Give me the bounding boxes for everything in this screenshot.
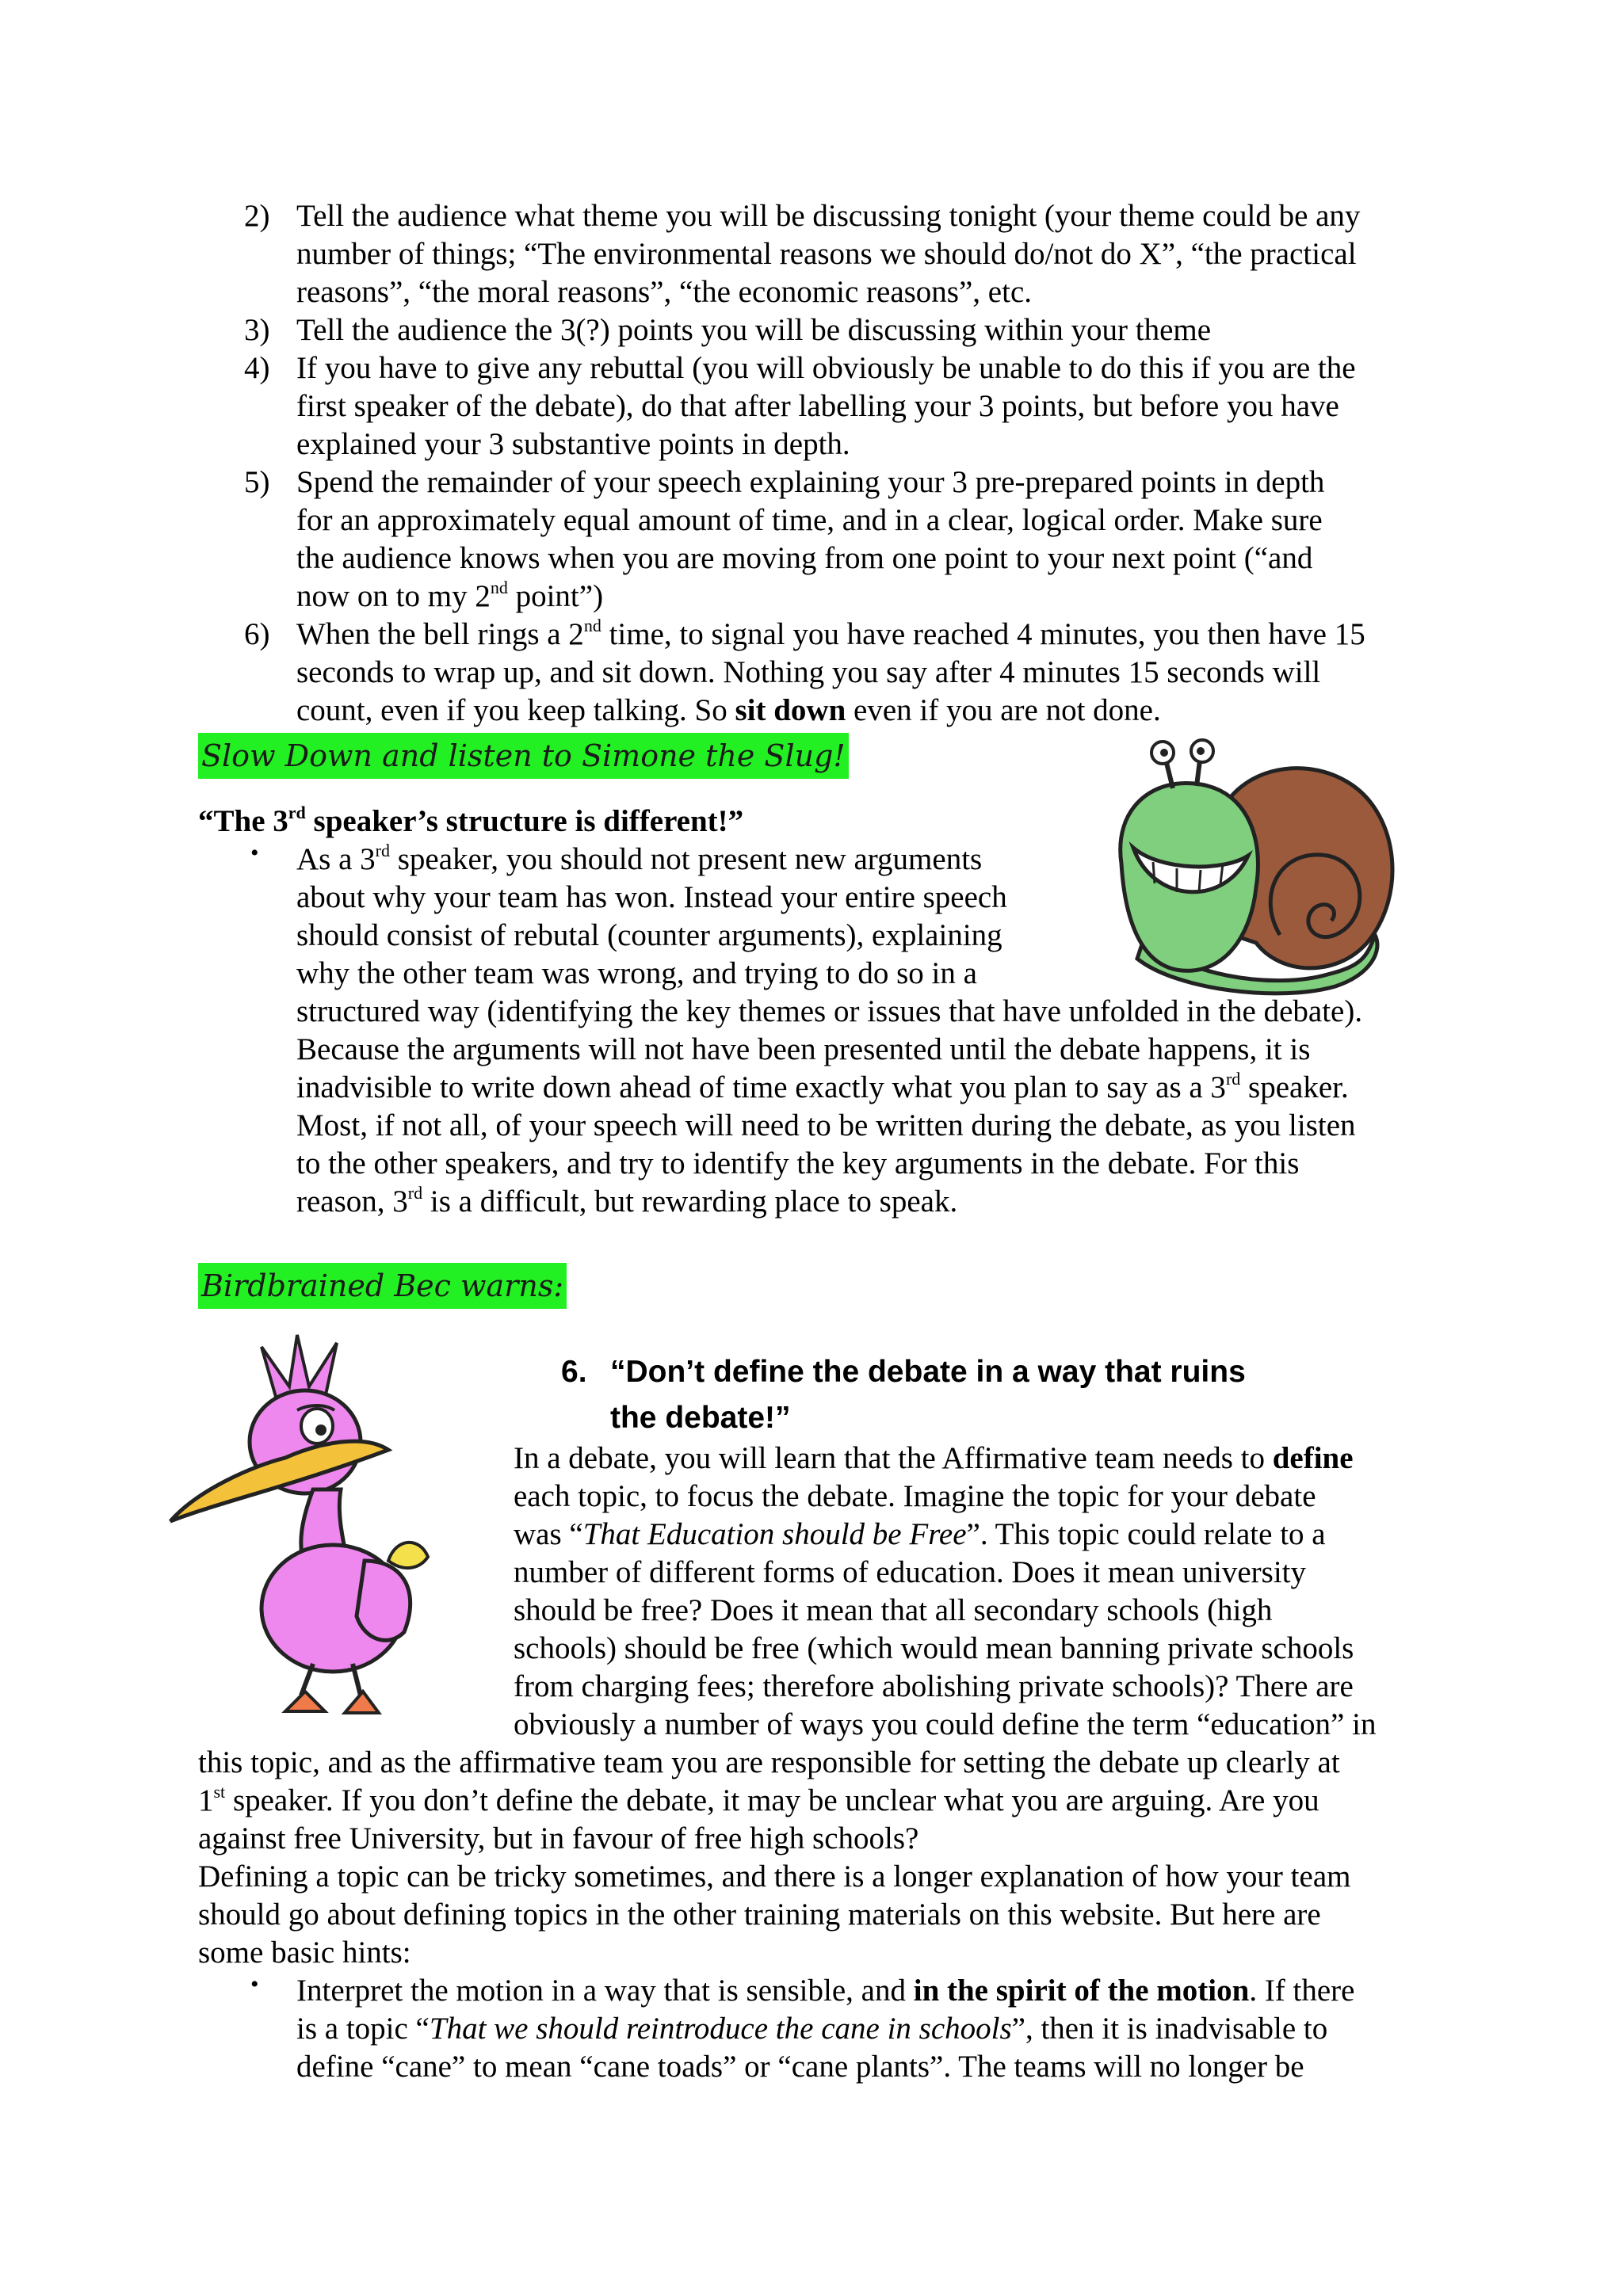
text-line: the audience knows when you are moving from one point to your next point (“and bbox=[296, 541, 1313, 575]
highlight-heading-bird: Birdbrained Bec warns: bbox=[198, 1263, 567, 1309]
highlight-heading-slug: Slow Down and listen to Simone the Slug! bbox=[198, 733, 849, 779]
text-line: this topic, and as the affirmative team you are responsible for setting the debate up clearly at bbox=[198, 1745, 1340, 1779]
text-line: should consist of rebutal (counter arguments), explaining bbox=[296, 918, 1002, 952]
list-number: 5) bbox=[244, 465, 270, 499]
list-number: 4) bbox=[244, 351, 270, 385]
text-line: Spend the remainder of your speech explaining your 3 pre-prepared points in depth bbox=[296, 465, 1325, 499]
text-line: first speaker of the debate), do that after labelling your 3 points, but before you have bbox=[296, 389, 1339, 423]
text-line: against free University, but in favour of free high schools? bbox=[198, 1821, 919, 1855]
pelican-illustration bbox=[166, 1331, 507, 1719]
text-line: number of different forms of education. Does it mean university bbox=[514, 1555, 1307, 1589]
text-line: from charging fees; therefore abolishing private schools)? There are bbox=[514, 1669, 1354, 1703]
text-line: about why your team has won. Instead your entire speech bbox=[296, 880, 1007, 914]
text-line: In a debate, you will learn that the Affirmative team needs to define bbox=[514, 1441, 1354, 1475]
text-line: is a topic “That we should reintroduce the cane in schools”, then it is inadvisable to bbox=[296, 2012, 1328, 2046]
text-line: inadvisible to write down ahead of time exactly what you plan to say as a 3rd speaker. bbox=[296, 1069, 1349, 1104]
text-line: If you have to give any rebuttal (you will obviously be unable to do this if you are the bbox=[296, 351, 1356, 385]
paragraph-define-full bbox=[198, 1744, 1426, 1858]
list-item-4 bbox=[244, 349, 1426, 463]
text-line: count, even if you keep talking. So sit down even if you are not done. bbox=[296, 693, 1161, 727]
list-number: 3) bbox=[244, 313, 270, 347]
paragraph-third-speaker-wrap bbox=[296, 841, 1078, 993]
text-line: 1st speaker. If you don’t define the debate, it may be unclear what you are arguing. Are you bbox=[198, 1782, 1319, 1817]
text-line: was “That Education should be Free”. This topic could relate to a bbox=[514, 1517, 1326, 1551]
text-line: reason, 3rd is a difficult, but rewarding place to speak. bbox=[296, 1183, 958, 1219]
paragraph-interpret bbox=[296, 1972, 1426, 2086]
bullet-glyph: • bbox=[250, 1971, 259, 1997]
paragraph-define-wrap bbox=[514, 1440, 1426, 1744]
text-line: schools) should be free (which would mean banning private schools bbox=[514, 1631, 1354, 1665]
quote-heading: “The 3rd speaker’s structure is different!” bbox=[198, 803, 744, 838]
section-heading-6 bbox=[561, 1349, 1426, 1441]
list-item-5 bbox=[244, 463, 1426, 616]
heading-line: the debate!” bbox=[610, 1401, 791, 1435]
bullet-glyph: • bbox=[250, 840, 259, 866]
text-line: Defining a topic can be tricky sometimes, and there is a longer explanation of how your team bbox=[198, 1859, 1351, 1894]
list-number: 2) bbox=[244, 199, 270, 233]
text-line: When the bell rings a 2nd time, to signal you have reached 4 minutes, you then have 15 bbox=[296, 616, 1365, 651]
text-line: explained your 3 substantive points in depth. bbox=[296, 427, 850, 461]
paragraph-third-speaker-full bbox=[296, 993, 1426, 1221]
text-line: should be free? Does it mean that all secondary schools (high bbox=[514, 1593, 1273, 1627]
list-item-6 bbox=[244, 616, 1426, 730]
text-line: seconds to wrap up, and sit down. Nothing you say after 4 minutes 15 seconds will bbox=[296, 655, 1321, 689]
text-line: Because the arguments will not have been presented until the debate happens, it is bbox=[296, 1032, 1311, 1066]
text-line: Tell the audience the 3(?) points you will be discussing within your theme bbox=[296, 313, 1212, 347]
text-line: now on to my 2nd point”) bbox=[296, 578, 604, 613]
text-line: As a 3rd speaker, you should not present new arguments bbox=[296, 841, 983, 876]
text-line: number of things; “The environmental reasons we should do/not do X”, “the practical bbox=[296, 237, 1357, 271]
text-line: structured way (identifying the key themes or issues that have unfolded in the debate). bbox=[296, 994, 1363, 1028]
text-line: Most, if not all, of your speech will need to be written during the debate, as you listen bbox=[296, 1108, 1356, 1142]
text-line: for an approximately equal amount of time, and in a clear, logical order. Make sure bbox=[296, 503, 1323, 537]
text-line: each topic, to focus the debate. Imagine the topic for your debate bbox=[514, 1479, 1316, 1513]
text-line: should go about defining topics in the other training materials on this website. But here are bbox=[198, 1897, 1321, 1932]
text-line: define “cane” to mean “cane toads” or “cane plants”. The teams will no longer be bbox=[296, 2050, 1304, 2084]
text-line: why the other team was wrong, and trying to do so in a bbox=[296, 956, 977, 990]
text-line: Interpret the motion in a way that is sensible, and in the spirit of the motion. If there bbox=[296, 1974, 1355, 2008]
text-line: some basic hints: bbox=[198, 1936, 411, 1970]
paragraph-hints bbox=[198, 1858, 1426, 1972]
text-line: to the other speakers, and try to identify the key arguments in the debate. For this bbox=[296, 1146, 1300, 1180]
heading-number: 6. bbox=[561, 1355, 587, 1389]
text-line: reasons”, “the moral reasons”, “the economic reasons”, etc. bbox=[296, 275, 1033, 309]
list-item-2 bbox=[244, 197, 1426, 311]
list-number: 6) bbox=[244, 617, 270, 651]
snail-illustration bbox=[1098, 737, 1415, 998]
list-item-3 bbox=[244, 311, 1426, 349]
text-line: obviously a number of ways you could define the term “education” in bbox=[514, 1707, 1377, 1741]
heading-line: “Don’t define the debate in a way that ruins bbox=[610, 1355, 1246, 1389]
text-line: Tell the audience what theme you will be discussing tonight (your theme could be any bbox=[296, 199, 1361, 233]
